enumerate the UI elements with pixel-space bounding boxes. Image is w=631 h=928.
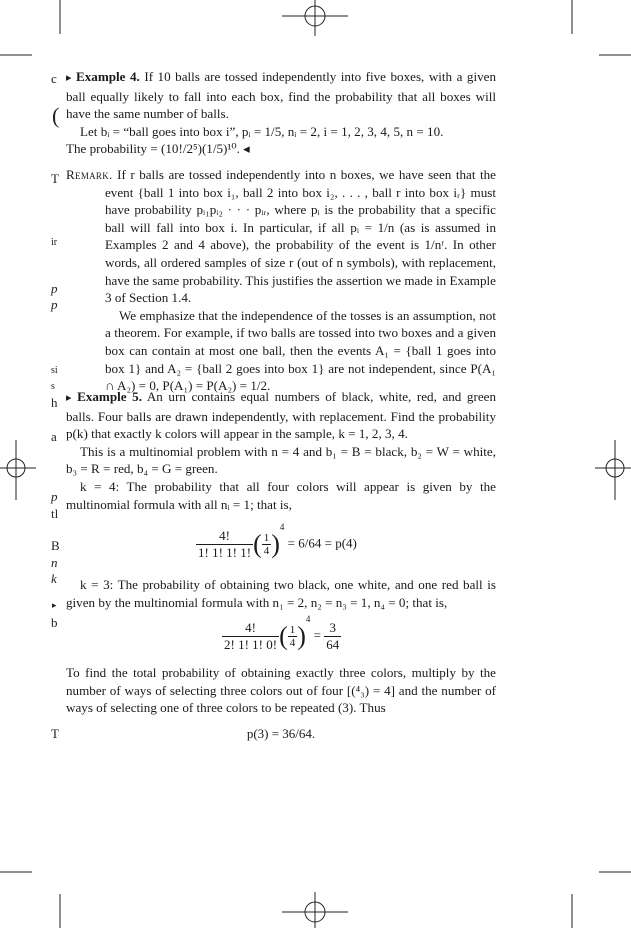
example-text: An urn contains equal numbers of black, white, red, and green balls. Four balls are drawn independently, with replacement. Find the probability p(k) that exactly k colors will appear in the sample, k = 1, 2, 3, 4. [66,389,497,442]
fraction: $\frac{3}{64}$ [326,620,340,652]
example-heading: Example 4. [76,69,140,84]
example-paragraph: Let bᵢ = “ball goes into box i”, pᵢ = 1/5, nᵢ = 2, i = 1, 2, 3, 4, 5, n = 10. [80,123,444,139]
example-5-end [66,664,496,717]
gutter-char: n [51,555,58,570]
gutter-char: si [51,365,58,376]
gutter-char: s [51,381,55,392]
result-formula: p(3) = 36/64. [246,726,316,741]
example-4 [66,68,496,158]
example-paragraph: This is a multinomial problem with n = 4 and b₁ = B = black, b₂ = W = white, b₃ = R = red, b₄ = G = green. [66,443,496,477]
formula-k3: $\frac{4!}{2! 1! 1! 0!}$ ( $\frac{1}{4}$ )$^4$ = $\frac{3}{64}$ [224,614,340,652]
example-heading: Example 5. [77,389,142,404]
gutter-char: ( [52,103,60,128]
example-marker: ▸ [66,72,72,84]
gutter-char: k [51,571,57,586]
example-marker: ▸ [66,392,72,404]
formula-rhs: = 6/64 = p(4) [287,535,357,551]
fraction: $\frac{1}{4}$ [263,532,270,557]
example-text: If 10 balls are tossed independently into five boxes, with a given ball equally likely to fall into each box, find the probability that all boxes will have the same number of balls. [66,69,496,122]
gutter-char: tl [51,506,59,521]
example-5 [66,388,496,513]
gutter-char: ir [51,237,58,248]
example-paragraph: The probability = (10!/2⁵)(1/5)¹⁰. ◂ [66,141,250,157]
gutter-char: a [51,429,57,444]
example-5-cont [66,576,496,611]
example-paragraph: k = 3: The probability of obtaining two black, one white, and one red ball is given by the multinomial formula with n₁ = 2, n₂ = n₃ = 1, n₄ = 0; that is, [66,577,496,610]
example-paragraph: To find the total probability of obtaining exactly three colors, multiply by the number of ways of selecting three colors out of four [(⁴₃) = 4] and the number of ways of selecting one of three colors to be repeated (3). Thus [66,665,496,716]
gutter-char: T [51,171,59,186]
fraction: $\frac{4!}{1! 1! 1! 1!}$ [198,528,252,560]
gutter-char: B [51,538,60,553]
gutter-char: ▸ [52,600,57,610]
formula-p4: $\frac{4!}{1! 1! 1! 1!}$ ( $\frac{1}{4}$ )$^4$ = 6/64 = p(4) [198,522,357,560]
gutter-char: h [51,395,58,410]
gutter-char: b [51,615,58,630]
remark-paragraph: We emphasize that the independence of the tosses is an assumption, not a theorem. For example, if two balls are tossed into two boxes and a given box can contain at most one ball, then the events A₁ = {ball 1 goes into box 1} and A₂ = {ball 2 goes into box 1} are not independent, since P(A₁ ∩ A₂) = 0, P(A₁) = P(A₂) = 1/2. [105,307,496,394]
gutter-char: p [51,281,58,296]
fraction: $\frac{1}{4}$ [289,624,296,649]
gutter-char: p [51,489,58,504]
example-paragraph: k = 4: The probability that all four colors will appear is given by the multinomial formula with all nᵢ = 1; that is, [66,478,496,512]
remark-text: If r balls are tossed independently into n boxes, we have seen that the event {ball 1 into box i₁, ball 2 into box i₂, . . . , ball r into box iᵣ} must have probability pᵢ₁pᵢ₂ · · · pᵢᵣ, where pᵢ is the probability that a specific ball will fall into box i. In particular, if all pᵢ = 1/n (as is assumed in Examples 2 and 4 above), the probability of the event is 1/nʳ. In other words, all ordered samples of size r (out of n symbols), with replacement, have the same probability. This justifies the assertion we made in Example 3 of Section 1.4. [105,167,496,306]
gutter-char: p [51,297,58,312]
remark-heading: Remark. [66,167,113,182]
fraction: $\frac{4!}{2! 1! 1! 0!}$ [224,620,278,652]
gutter-char: c [51,71,57,86]
remark [66,166,496,395]
gutter-char: T [51,726,59,741]
